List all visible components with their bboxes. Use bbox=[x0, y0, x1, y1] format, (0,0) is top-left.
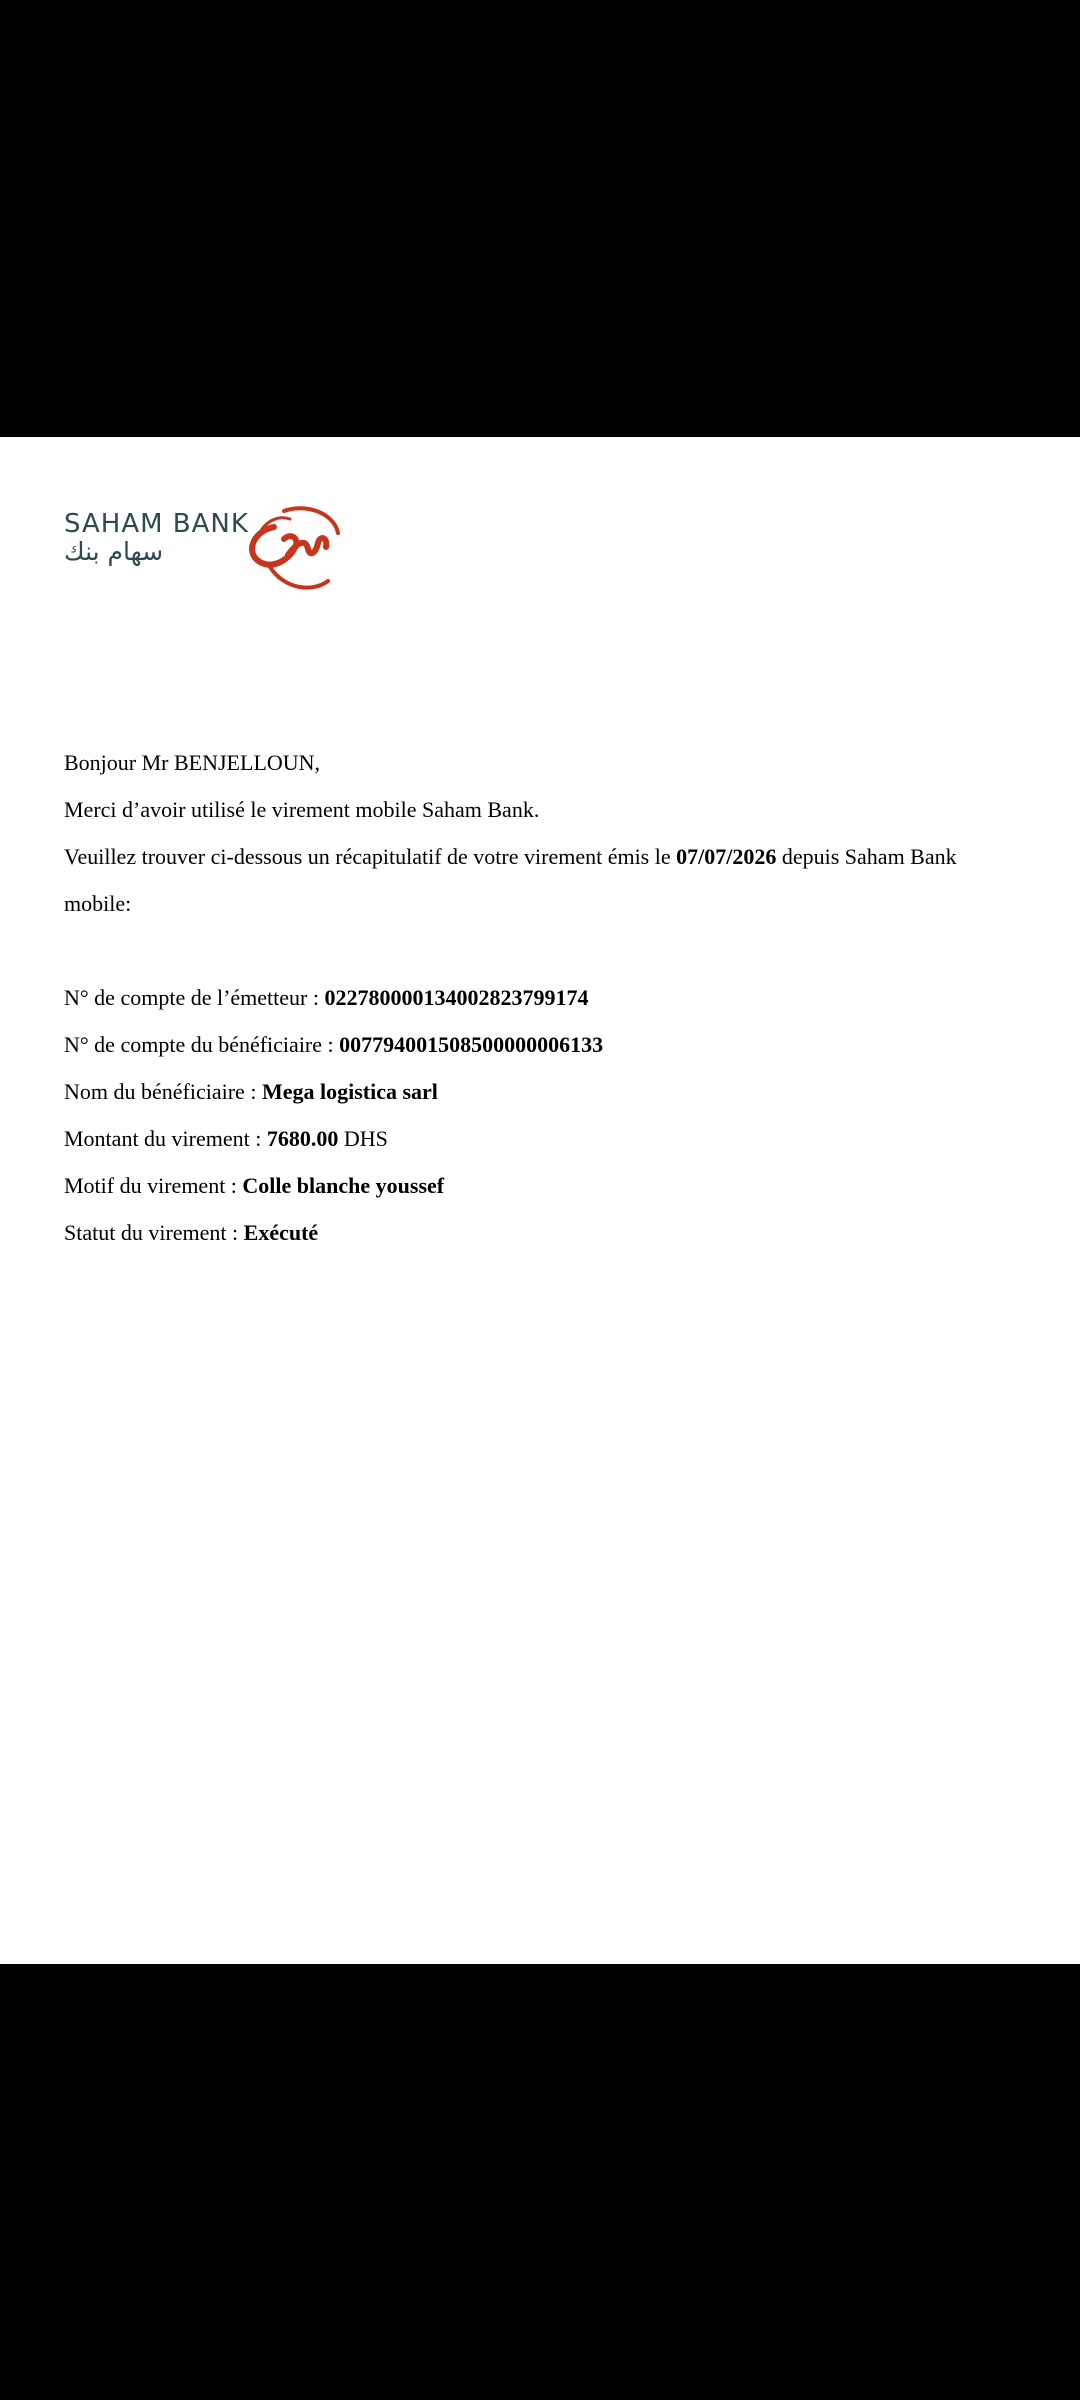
summary-continuation: mobile: bbox=[64, 891, 132, 916]
beneficiary-name-value: Mega logistica sarl bbox=[261, 1079, 438, 1104]
status-value: Exécuté bbox=[243, 1220, 319, 1245]
transfer-date: 07/07/2026 bbox=[676, 844, 777, 869]
email-page bbox=[0, 437, 1080, 1964]
logo-arabic-text: سهام بنك bbox=[64, 537, 164, 566]
spacer bbox=[64, 927, 1024, 974]
reason-value: Colle blanche youssef bbox=[242, 1173, 445, 1198]
beneficiary-account-value: 007794001508500000006133 bbox=[339, 1032, 604, 1057]
issuer-account-label: N° de compte de l’émetteur : bbox=[64, 985, 325, 1010]
issuer-account-row bbox=[64, 974, 1024, 1021]
email-body bbox=[64, 739, 1024, 1256]
amount-label: Montant du virement : bbox=[64, 1126, 267, 1151]
beneficiary-account-label: N° de compte du bénéficiaire : bbox=[64, 1032, 340, 1057]
amount-currency: DHS bbox=[338, 1126, 388, 1151]
reason-row bbox=[64, 1162, 1024, 1209]
thanks-text: Merci d’avoir utilisé le virement mobile Saham Bank. bbox=[64, 797, 540, 822]
beneficiary-name-label: Nom du bénéficiaire : bbox=[64, 1079, 262, 1104]
summary-prefix: Veuillez trouver ci-dessous un récapitulatif de votre virement émis le bbox=[64, 844, 677, 869]
summary-suffix: depuis Saham Bank bbox=[776, 844, 957, 869]
status-row bbox=[64, 1209, 1024, 1256]
beneficiary-account-row bbox=[64, 1021, 1024, 1068]
saham-bank-logo bbox=[64, 497, 364, 593]
amount-row bbox=[64, 1115, 1024, 1162]
issuer-account-value: 022780000134002823799174 bbox=[324, 985, 589, 1010]
greeting-text: Bonjour Mr BENJELLOUN, bbox=[64, 750, 321, 775]
reason-label: Motif du virement : bbox=[64, 1173, 243, 1198]
beneficiary-name-row bbox=[64, 1068, 1024, 1115]
saham-calligraphy-logo-icon bbox=[244, 497, 344, 593]
logo-latin-text: SAHAM BANK bbox=[64, 509, 249, 539]
status-label: Statut du virement : bbox=[64, 1220, 244, 1245]
summary-text bbox=[64, 833, 1024, 880]
amount-value: 7680.00 bbox=[266, 1126, 339, 1151]
